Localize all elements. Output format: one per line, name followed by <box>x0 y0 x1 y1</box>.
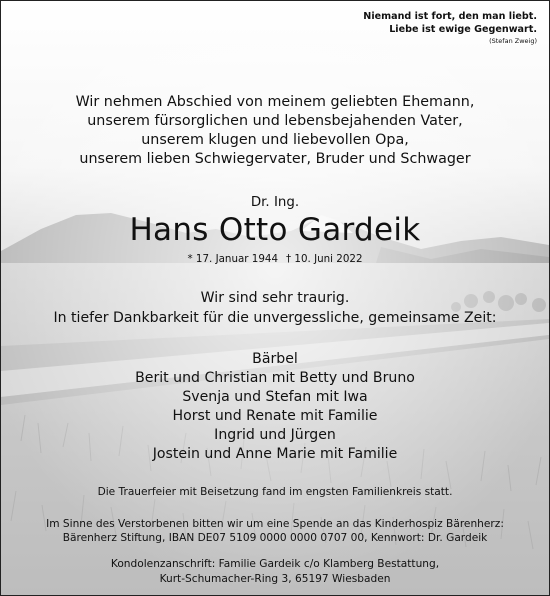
quote-line-2: Liebe ist ewige Gegenwart. <box>389 24 537 35</box>
life-dates <box>1 253 549 265</box>
mourner-entry: Jostein und Anne Marie mit Familie <box>152 446 398 462</box>
donation-request <box>1 517 549 545</box>
death-date: † 10. Juni 2022 <box>286 253 363 265</box>
intro-line: unserem lieben Schwiegervater, Bruder und Schwager <box>79 151 471 167</box>
mourner-entry: Berit und Christian mit Betty und Bruno <box>135 370 415 386</box>
message-line: In tiefer Dankbarkeit für die unvergessliche, gemeinsame Zeit: <box>53 310 497 326</box>
donation-line-1: Im Sinne des Verstorbenen bitten wir um eine Spende an das Kinderhospiz Bärenherz: <box>46 518 504 530</box>
mourners-list <box>1 350 549 464</box>
mourner-entry: Horst und Renate mit Familie <box>172 408 378 424</box>
intro-line: unserem klugen und liebevollen Opa, <box>141 132 409 148</box>
mourner-entry: Ingrid und Jürgen <box>214 427 336 443</box>
intro-line: Wir nehmen Abschied von meinem geliebten Ehemann, <box>75 94 475 110</box>
birth-date: * 17. Januar 1944 <box>187 253 278 265</box>
academic-title: Dr. Ing. <box>250 195 300 210</box>
condolence-address <box>1 557 549 587</box>
grief-message <box>1 288 549 328</box>
epigraph-quote <box>363 10 537 46</box>
mourner-entry: Bärbel <box>252 351 298 367</box>
funeral-notice: Die Trauerfeier mit Beisetzung fand im engsten Familienkreis statt. <box>97 486 453 498</box>
farewell-intro <box>1 93 549 169</box>
address-line-1: Kondolenzanschrift: Familie Gardeik c/o Klamberg Bestattung, <box>110 558 440 570</box>
address-line-2: Kurt-Schumacher-Ring 3, 65197 Wiesbaden <box>159 573 391 585</box>
message-line: Wir sind sehr traurig. <box>200 290 350 306</box>
deceased-name: Hans Otto Gardeik <box>129 212 421 248</box>
quote-author: (Stefan Zweig) <box>489 37 537 45</box>
mourner-entry: Svenja und Stefan mit Iwa <box>182 389 368 405</box>
donation-line-2: Bärenherz Stiftung, IBAN DE07 5109 0000 0000 0707 00, Kennwort: Dr. Gardeik <box>62 532 488 544</box>
intro-line: unserem fürsorglichen und lebensbejahenden Vater, <box>87 113 463 129</box>
quote-line-1: Niemand ist fort, den man liebt. <box>363 11 537 22</box>
